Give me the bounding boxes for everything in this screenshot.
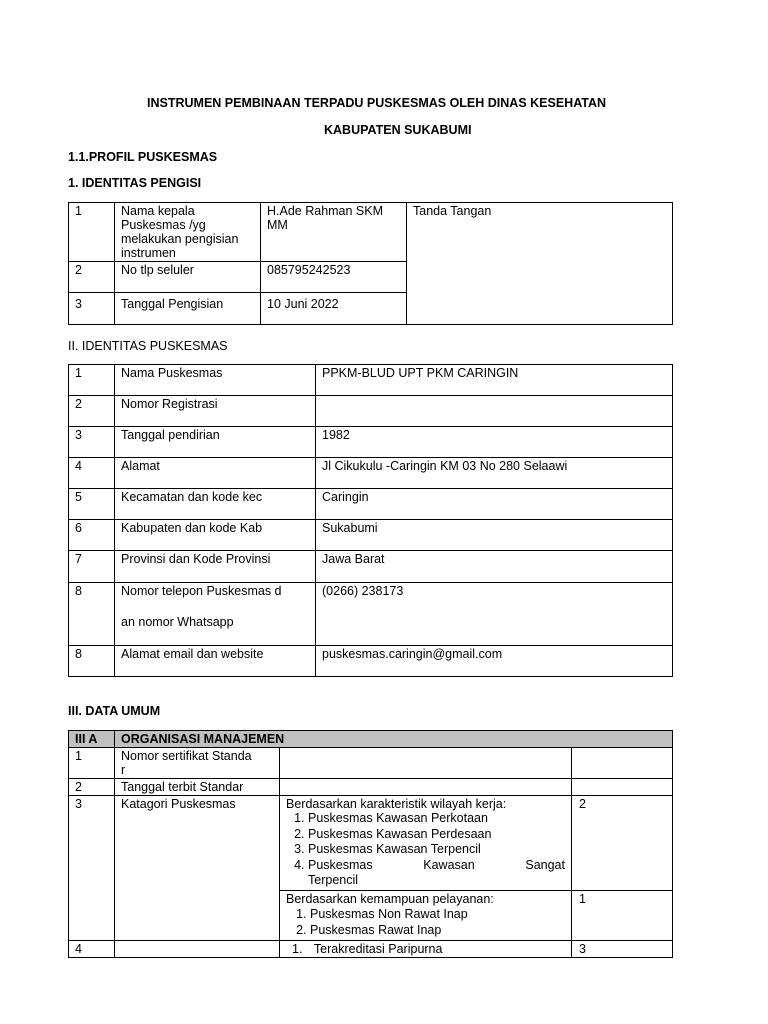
row-label-line2: an nomor Whatsapp bbox=[121, 615, 234, 629]
row-value bbox=[316, 396, 673, 427]
row-label: Katagori Puskesmas bbox=[115, 796, 280, 941]
row-no: 3 bbox=[69, 293, 115, 325]
row-no: 3 bbox=[69, 796, 115, 941]
section-identitas-puskesmas: II. IDENTITAS PUSKESMAS bbox=[68, 339, 228, 353]
pelayanan-list bbox=[286, 906, 565, 938]
row-label: Alamat email dan website bbox=[115, 646, 316, 677]
header-title: ORGANISASI MANAJEMEN bbox=[115, 731, 673, 748]
row-value: PPKM-BLUD UPT PKM CARINGIN bbox=[316, 365, 673, 396]
document-title-line1: INSTRUMEN PEMBINAAN TERPADU PUSKESMAS OLEH DINAS KESEHATAN bbox=[147, 96, 607, 110]
table-row bbox=[69, 748, 673, 779]
row-no: 2 bbox=[69, 396, 115, 427]
signature-cell: Tanda Tangan bbox=[407, 203, 673, 325]
document-title-line2: KABUPATEN SUKABUMI bbox=[324, 123, 472, 137]
table-row bbox=[69, 458, 673, 489]
table-row bbox=[69, 796, 673, 891]
table-row bbox=[69, 396, 673, 427]
row-value: Jawa Barat bbox=[316, 551, 673, 583]
row-no: 2 bbox=[69, 262, 115, 293]
row-score bbox=[572, 779, 673, 796]
row-value: Caringin bbox=[316, 489, 673, 520]
table-header-row bbox=[69, 731, 673, 748]
row-label: Alamat bbox=[115, 458, 316, 489]
table-identitas-puskesmas bbox=[68, 364, 673, 677]
table-identitas-pengisi bbox=[68, 202, 673, 325]
table-row bbox=[69, 489, 673, 520]
row-no: 4 bbox=[69, 940, 115, 957]
row-value bbox=[280, 779, 572, 796]
row-label-line2: r bbox=[121, 763, 126, 777]
row-label: No tlp seluler bbox=[115, 262, 261, 293]
row-no: 5 bbox=[69, 489, 115, 520]
list-item-number: 1. bbox=[292, 941, 303, 956]
row-value: (0266) 238173 bbox=[316, 583, 673, 646]
row-no: 8 bbox=[69, 583, 115, 646]
section-profil: 1.1.PROFIL PUSKESMAS bbox=[68, 150, 218, 164]
row-label bbox=[115, 940, 280, 957]
row-label: Provinsi dan Kode Provinsi bbox=[115, 551, 316, 583]
wilayah-value: 2 bbox=[572, 796, 673, 891]
pelayanan-cell bbox=[280, 890, 572, 940]
row-label bbox=[115, 748, 280, 779]
pelayanan-value: 1 bbox=[572, 890, 673, 940]
table-row bbox=[69, 940, 673, 957]
row-label: Kabupaten dan kode Kab bbox=[115, 520, 316, 551]
list-item-continuation: Terpencil bbox=[308, 873, 359, 887]
table-row bbox=[69, 646, 673, 677]
row-label-line1: Nomor telepon Puskesmas d bbox=[121, 584, 282, 598]
row-label: Nomor Registrasi bbox=[115, 396, 316, 427]
table-row bbox=[69, 520, 673, 551]
table-row bbox=[69, 203, 673, 262]
header-code: III A bbox=[69, 731, 115, 748]
row-label-line1: Nomor sertifikat Standa bbox=[121, 749, 252, 763]
pelayanan-heading: Berdasarkan kemampuan pelayanan: bbox=[286, 891, 494, 906]
list-item-line bbox=[308, 858, 565, 874]
list-item: 1. Puskesmas Non Rawat Inap bbox=[310, 906, 565, 922]
row-score: 3 bbox=[572, 940, 673, 957]
row-value bbox=[280, 940, 572, 957]
row-value: 10 Juni 2022 bbox=[261, 293, 407, 325]
row-label: Nama Puskesmas bbox=[115, 365, 316, 396]
section-identitas-pengisi: 1. IDENTITAS PENGISI bbox=[68, 176, 202, 190]
row-label: Tanggal Pengisian bbox=[115, 293, 261, 325]
list-item: 2. Puskesmas Rawat Inap bbox=[310, 922, 565, 938]
list-item-word: Sangat bbox=[525, 857, 565, 872]
row-value: Sukabumi bbox=[316, 520, 673, 551]
row-label: Nama kepala Puskesmas /yg melakukan pengisian instrumen bbox=[115, 203, 261, 262]
row-no: 1 bbox=[69, 748, 115, 779]
row-score bbox=[572, 748, 673, 779]
row-value: Jl Cikukulu -Caringin KM 03 No 280 Selaawi bbox=[316, 458, 673, 489]
list-item: 2. Puskesmas Kawasan Perdesaan bbox=[308, 827, 565, 843]
list-item: Terakreditasi Paripurna bbox=[313, 941, 443, 956]
row-no: 6 bbox=[69, 520, 115, 551]
row-label: Tanggal terbit Standar bbox=[115, 779, 280, 796]
section-data-umum: III. DATA UMUM bbox=[68, 704, 161, 718]
row-no: 1 bbox=[69, 365, 115, 396]
row-value: puskesmas.caringin@gmail.com bbox=[316, 646, 673, 677]
table-row bbox=[69, 779, 673, 796]
table-data-umum bbox=[68, 730, 673, 958]
row-no: 1 bbox=[69, 203, 115, 262]
row-value bbox=[280, 748, 572, 779]
list-item: 1. Puskesmas Kawasan Perkotaan bbox=[308, 811, 565, 827]
list-item bbox=[308, 858, 565, 889]
table-row bbox=[69, 427, 673, 458]
row-value: 085795242523 bbox=[261, 262, 407, 293]
list-item: 3. Puskesmas Kawasan Terpencil bbox=[308, 842, 565, 858]
list-item-word: Kawasan bbox=[423, 857, 475, 872]
table-row bbox=[69, 365, 673, 396]
row-no: 8 bbox=[69, 646, 115, 677]
wilayah-list bbox=[286, 811, 565, 889]
wilayah-heading: Berdasarkan karakteristik wilayah kerja: bbox=[286, 797, 507, 811]
row-no: 2 bbox=[69, 779, 115, 796]
row-no: 4 bbox=[69, 458, 115, 489]
row-label bbox=[115, 583, 316, 646]
row-label: Kecamatan dan kode kec bbox=[115, 489, 316, 520]
wilayah-cell bbox=[280, 796, 572, 891]
row-value: 1982 bbox=[316, 427, 673, 458]
row-no: 7 bbox=[69, 551, 115, 583]
row-label: Tanggal pendirian bbox=[115, 427, 316, 458]
row-value: H.Ade Rahman SKM MM bbox=[261, 203, 407, 262]
table-row bbox=[69, 551, 673, 583]
list-item-word: 4. Puskesmas bbox=[308, 857, 373, 872]
table-row bbox=[69, 583, 673, 646]
row-no: 3 bbox=[69, 427, 115, 458]
